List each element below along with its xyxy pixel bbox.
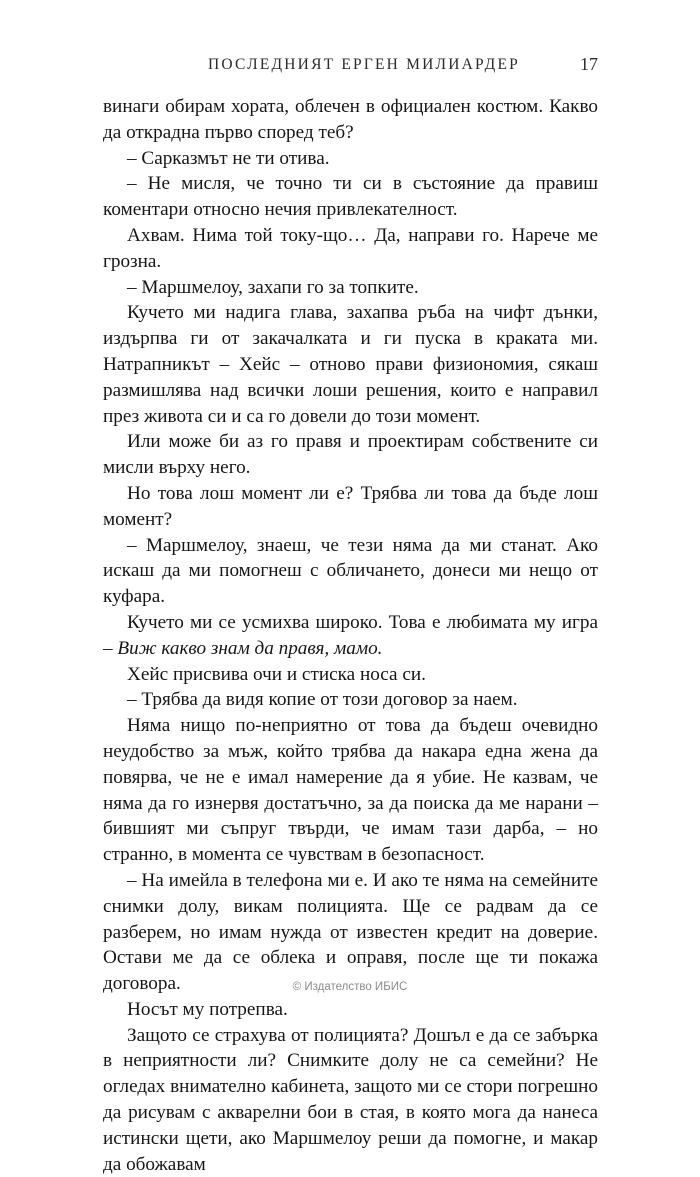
paragraph [103,997,598,1023]
paragraph [103,146,598,172]
paragraph [103,223,598,275]
paragraph [103,533,598,610]
paragraph-text: Кучето ми се усмихва широко. Това е любимата му игра – [103,611,598,659]
paragraph [103,300,598,429]
paragraph-text: – Маршмелоу, знаеш, че тези няма да ми станат. Ако искаш да ми помогнеш с обличането, донеси ми нещо от куфара. [103,534,598,608]
paragraph-text: Ахвам. Нима той току-що… Да, направи го. Нарече ме грозна. [103,224,598,272]
paragraph-text: винаги обирам хората, облечен в официален костюм. Какво да откраднa първо според теб? [103,96,598,143]
paragraph [103,868,598,997]
paragraph [103,275,598,301]
paragraph [103,687,598,713]
page-header [103,52,598,80]
body-text [103,94,598,1177]
paragraph [103,610,598,662]
paragraph [103,429,598,481]
paragraph [103,713,598,868]
paragraph [103,662,598,688]
page-number: 17 [580,54,598,74]
paragraph [103,1023,598,1177]
paragraph-text: – Сарказмът не ти отива. [127,147,330,169]
copyright-notice: © Издателство ИБИС [292,981,408,993]
paragraph-text: Хейс присвива очи и стиска носа си. [127,663,426,685]
paragraph-text: – Маршмелоу, захапи го за топките. [127,276,419,298]
paragraph-text: Носът му потрепва. [127,998,288,1020]
running-title: ПОСЛЕДНИЯТ ЕРГЕН МИЛИАРДЕР [208,56,520,73]
paragraph [103,171,598,223]
italic-text: Виж какво знам да правя, мамо. [117,637,383,659]
paragraph-text: – Не мисля, че точно ти си в състояние да правиш коментари относно нечия привлекателност. [103,173,598,221]
paragraph-text: – На имейла в телефона ми е. И ако те няма на семейните снимки долу, викам полицията. Ще се радвам да се разберем, но имам нужда от известен кредит на доверие. Остави ме да се облека и оправя, после ще ти покажа договора. [103,869,598,995]
paragraph-text: Няма нищо по-неприятно от това да бъдеш очевидно неудобство за мъж, който трябва да накара една жена да повярва, че не е имал намерение да я убие. Не казвам, че няма да го изнервя достатъчно, за да поиска да ме нарани – бившият ми съпруг твърди, че имам тази дарба, – но странно, в момента се чувствам в безопасност. [103,715,598,866]
paragraph [103,481,598,533]
paragraph-text: Или може би аз го правя и проектирам собствените си мисли върху него. [103,431,598,479]
paragraph-text: – Трябва да видя копие от този договор за наем. [127,689,518,711]
paragraph-text: Кучето ми надига глава, захапва ръба на чифт дънки, издърпва ги от закачалката и ги пуска в краката ми. Натрапникът – Хейс – отново прави физиономия, сякаш размишлява над всички лоши решения, които е направил през живота си и са го довели до този момент. [103,302,598,427]
page-footer [0,981,700,993]
paragraph-text: Защото се страхува от полицията? Дошъл е да се забърка в неприятности ли? Снимките долу не са семейни? Не огледах внимателно кабинета, защото ми се стори погрешно да рисувам с акварелни бои в стая, в която мога да нанеса истински щети, ако Маршмелоу реши да помогне, и макар да обожавам [103,1024,598,1175]
paragraph-text: Но това лош момент ли е? Трябва ли това да бъде лош момент? [103,482,598,530]
paragraph [103,94,598,146]
